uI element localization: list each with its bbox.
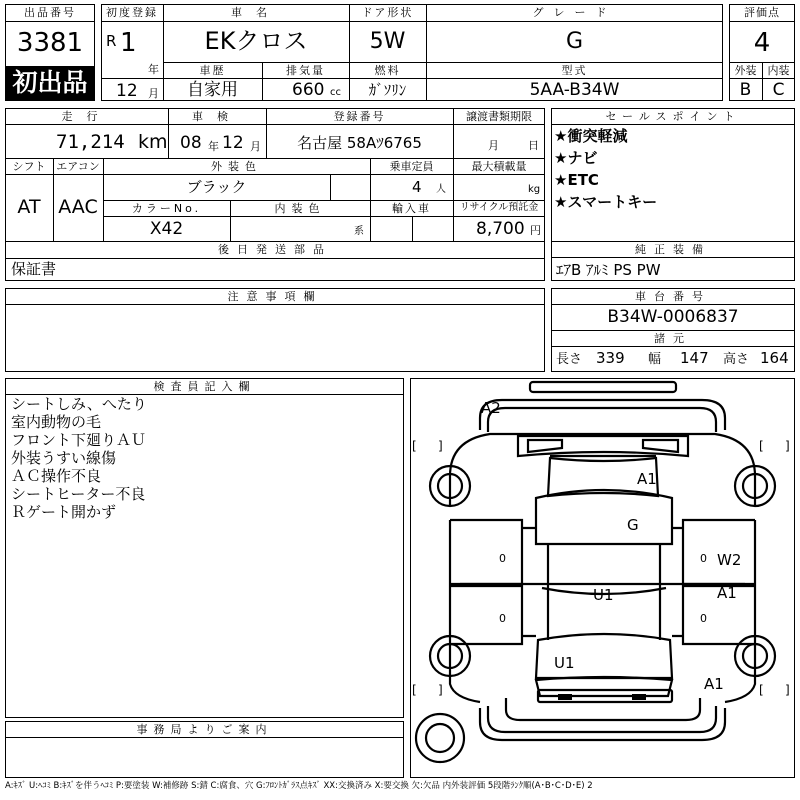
car-body-diagram — [410, 378, 795, 778]
lot-label: 出品番号 — [24, 6, 76, 19]
inspector-notes — [11, 397, 147, 523]
damage-mark-hood: A1 — [637, 470, 657, 488]
sales-point: ★スマートキー — [554, 193, 658, 211]
plate-value: 名古屋 58Aﾂ6765 — [297, 134, 422, 152]
chassis-label: 車台番号 — [635, 290, 711, 303]
displacement-value: 660 — [292, 80, 325, 100]
interior-color-label: 内装色 — [274, 202, 326, 215]
transfer-label: 譲渡書類期限 — [466, 110, 532, 123]
bracket-left-bottom-r: [ — [759, 683, 764, 697]
recycle-label: リサイクル預託金 — [459, 202, 539, 213]
color-no-value: X42 — [149, 219, 184, 239]
plate-label: 登録番号 — [333, 110, 386, 123]
legend-line: A:ｷｽﾞ U:ﾍｺﾐ B:ｷｽﾞを伴うﾍｺﾐ P:要塗装 W:補修跡 S:錆 C:腐食、穴 G:ﾌﾛﾝﾄｶﾞﾗｽ点ｷｽﾞ XX:交換済み X:要交換 欠:欠品 内外装評価 5段階ﾗﾝｸ順(A･B･C･D･E) 2 — [5, 781, 593, 791]
first-listing-badge: 初出品 — [6, 66, 94, 100]
score-label: 評価点 — [744, 6, 780, 19]
damage-mark-roof: U1 — [593, 586, 614, 604]
displacement-label: 排気量 — [286, 64, 325, 77]
sales-point: ★ETC — [554, 171, 599, 189]
fuel-value: ｶﾞｿﾘﾝ — [368, 81, 407, 99]
load-label: 最大積載量 — [471, 160, 527, 173]
side-mark: 0 — [499, 612, 506, 625]
sales-point: ★ナビ — [554, 149, 598, 167]
bracket-right-bottom: ] — [438, 683, 443, 697]
damage-mark-rear-right: A1 — [704, 675, 724, 693]
length-value: 339 — [596, 349, 625, 367]
grade-label: グレード — [532, 6, 617, 19]
capacity-value: 4 — [412, 178, 422, 196]
inspection-label: 車検 — [192, 110, 242, 123]
height-label: 高さ — [723, 352, 750, 367]
first-reg-month: 12 — [116, 81, 138, 101]
recycle-unit: 円 — [530, 224, 541, 237]
side-mark: 0 — [499, 552, 506, 565]
inspector-note: 外装うすい線傷 — [11, 449, 117, 467]
chassis-value: B34W-0006837 — [607, 307, 739, 327]
first-reg-year: 1 — [120, 28, 137, 58]
door-value: 5W — [369, 29, 406, 54]
bracket-right-top-r: ] — [785, 439, 790, 453]
later-parts-value: 保証書 — [11, 260, 57, 278]
notes-label: 注意事項欄 — [227, 290, 323, 303]
color-value: ブラック — [186, 178, 247, 196]
width-label: 幅 — [648, 352, 662, 367]
side-mark: 0 — [700, 612, 707, 625]
history-value: 自家用 — [187, 80, 238, 100]
inspector-note: Ｒゲート開かず — [11, 503, 117, 521]
model-label: 型式 — [561, 64, 588, 77]
interior-label: 内装 — [767, 64, 790, 77]
color-label: 外装色 — [211, 160, 262, 173]
displacement-unit: cc — [330, 87, 341, 98]
bracket-right-top: ] — [438, 439, 443, 453]
length-label: 長さ — [556, 352, 583, 367]
shift-label: シフト — [12, 160, 46, 173]
month-unit: 月 — [148, 87, 159, 100]
model-value: 5AA-B34W — [529, 80, 620, 100]
mileage-unit: km — [138, 131, 168, 153]
first-reg-era: R — [106, 32, 117, 50]
import-label: 輸入車 — [392, 202, 431, 215]
mileage-label: 走行 — [61, 110, 112, 123]
sales-label: セールスポイント — [605, 110, 741, 123]
height-value: 164 — [760, 349, 789, 367]
mileage-value: 71,214 — [56, 131, 125, 153]
damage-mark-rear-gate: U1 — [554, 654, 575, 672]
shift-value: AT — [17, 196, 41, 218]
door-label: ドア形状 — [361, 6, 414, 19]
grade-value: G — [565, 29, 584, 54]
inspector-note: 室内動物の毛 — [11, 413, 102, 431]
width-value: 147 — [680, 349, 709, 367]
inspector-note: シートヒーター不良 — [11, 485, 146, 503]
equipment-value: ｴｱB ｱﾙﾐ PS PW — [556, 261, 661, 279]
dims-label: 諸元 — [654, 332, 692, 345]
bracket-left-top: [ — [412, 439, 417, 453]
later-parts-label: 後日発送部品 — [218, 243, 332, 256]
damage-mark-windshield: G — [627, 516, 639, 534]
inspection-month: 12 — [222, 133, 244, 153]
ac-label: エアコン — [56, 160, 100, 173]
lot-number: 3381 — [16, 28, 84, 58]
car-name: EKクロス — [204, 27, 308, 55]
score-value: 4 — [753, 28, 771, 58]
damage-mark-right-rear-door: A1 — [717, 584, 737, 602]
exterior-grade: B — [739, 80, 752, 100]
bracket-left-top-r: [ — [759, 439, 764, 453]
year-unit: 年 — [148, 63, 159, 76]
load-unit: kg — [528, 184, 541, 195]
transfer-month: 月 — [488, 139, 499, 152]
capacity-label: 乗車定員 — [389, 160, 434, 173]
name-label: 車名 — [231, 6, 281, 19]
equipment-label: 純正装備 — [635, 243, 711, 256]
ac-value: AAC — [58, 196, 98, 218]
color-no-label: カラーNo. — [131, 202, 202, 215]
exterior-label: 外装 — [734, 64, 757, 77]
first-reg-label: 初度登録 — [106, 6, 158, 19]
inspector-note: フロント下廻りＡＵ — [11, 431, 147, 449]
inspector-note: シートしみ、へたり — [11, 395, 147, 413]
inspector-note: ＡＣ操作不良 — [11, 467, 102, 485]
fuel-label: 燃料 — [374, 64, 401, 77]
interior-color-unit: 系 — [354, 226, 364, 237]
history-label: 車歴 — [199, 64, 226, 77]
interior-grade: C — [772, 80, 785, 100]
transfer-day: 日 — [528, 139, 539, 152]
recycle-value: 8,700 — [476, 219, 525, 239]
damage-mark-right-front-door: W2 — [717, 551, 742, 569]
capacity-unit: 人 — [436, 184, 446, 195]
inspection-month-unit: 月 — [250, 140, 261, 153]
bracket-left-bottom: [ — [412, 683, 417, 697]
office-label: 事務局よりご案内 — [136, 723, 273, 736]
damage-mark-front-bumper: A2 — [481, 399, 501, 417]
sales-point: ★衝突軽減 — [554, 127, 628, 145]
later-parts-box — [5, 258, 545, 281]
side-mark: 0 — [700, 552, 707, 565]
inspection-year-unit: 年 — [208, 140, 219, 153]
inspector-label: 検査員記入欄 — [153, 380, 256, 393]
bracket-right-bottom-r: ] — [785, 683, 790, 697]
inspection-year: 08 — [180, 133, 202, 153]
